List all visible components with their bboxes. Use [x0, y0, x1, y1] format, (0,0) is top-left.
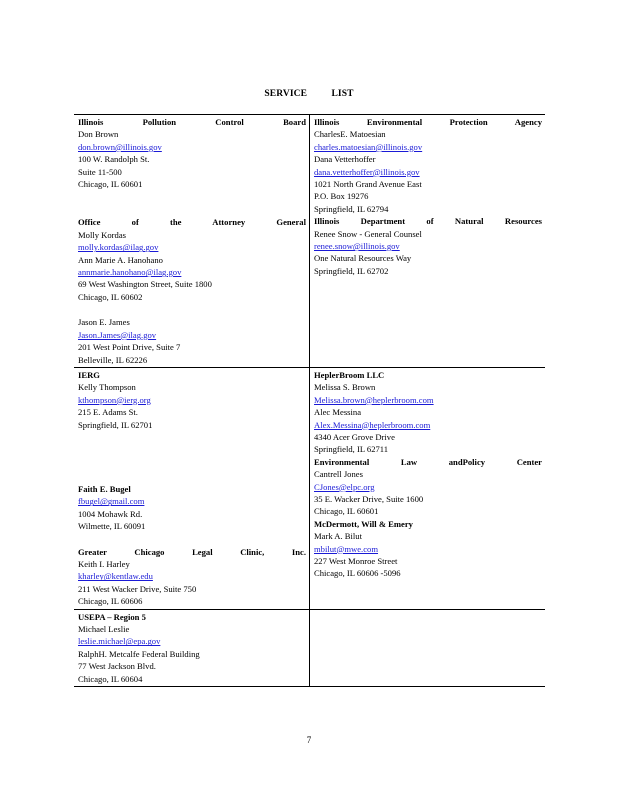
- email-link[interactable]: fbugel@gmail.com: [78, 496, 145, 507]
- contact-name: Renee Snow - General Counsel: [314, 228, 422, 239]
- email-link[interactable]: annmarie.hanohano@ilag.gov: [78, 267, 182, 278]
- table-row: [74, 115, 545, 368]
- address-line: Belleville, IL 62226: [78, 354, 148, 365]
- contact-entry: [78, 369, 306, 431]
- contact-name: Melissa S. Brown: [314, 382, 376, 393]
- contact-name: Dana Vetterhoffer: [314, 154, 376, 165]
- org-name: IERG: [78, 369, 100, 380]
- org-name: Faith E. Bugel: [78, 483, 131, 494]
- org-name: Illinois Department of Natural Resources: [314, 216, 542, 227]
- email-link[interactable]: Melissa.brown@heplerbroom.com: [314, 394, 434, 405]
- email-link[interactable]: kthompson@ierg.org: [78, 394, 151, 405]
- org-name: Environmental Law andPolicy Center: [314, 456, 542, 467]
- contact-entry: [78, 316, 306, 366]
- org-name: Illinois Pollution Control Board: [78, 117, 306, 127]
- contact-entry: [78, 546, 306, 608]
- contact-name: Alec Messina: [314, 407, 362, 418]
- table-cell: [310, 609, 546, 686]
- address-line: Chicago, IL 60606 -5096: [314, 568, 401, 579]
- org-name: McDermott, Will & Emery: [314, 518, 413, 529]
- address-line: Chicago, IL 60604: [78, 673, 143, 684]
- email-link[interactable]: CJones@elpc.org: [314, 481, 375, 492]
- email-link[interactable]: charles.matoesian@illinois.gov: [314, 141, 423, 152]
- org-name: HeplerBroom LLC: [314, 369, 385, 380]
- address-line: Chicago, IL 60601: [78, 179, 143, 190]
- address-line: 4340 Acer Grove Drive: [314, 431, 395, 442]
- table-cell: [310, 115, 546, 368]
- address-line: 35 E. Wacker Drive, Suite 1600: [314, 493, 424, 504]
- email-link[interactable]: kharley@kentlaw.edu: [78, 571, 153, 582]
- address-line: P.O. Box 19276: [314, 191, 369, 202]
- table-row: [74, 367, 545, 609]
- address-line: 69 West Washington Street, Suite 1800: [78, 279, 212, 290]
- contact-name: Molly Kordas: [78, 229, 126, 240]
- email-link[interactable]: Alex.Messina@heplerbroom.com: [314, 419, 431, 430]
- email-link[interactable]: dana.vetterhoffer@illinois.gov: [314, 166, 420, 177]
- service-list-table: [74, 114, 545, 687]
- table-cell: [74, 115, 310, 368]
- table-cell: [74, 367, 310, 609]
- contact-entry: [314, 369, 542, 456]
- page-number: 7: [306, 735, 312, 745]
- address-line: Chicago, IL 60606: [78, 596, 143, 607]
- email-link[interactable]: molly.kordas@ilag.gov: [78, 242, 159, 253]
- contact-entry: [78, 216, 306, 303]
- address-line: 1004 Mohawk Rd.: [78, 508, 143, 519]
- contact-name: Keith I. Harley: [78, 558, 130, 569]
- address-line: 227 West Monroe Street: [314, 556, 398, 566]
- contact-entry: [314, 116, 542, 215]
- org-name: Office of the Attorney General: [78, 217, 306, 228]
- table-row: [74, 609, 545, 686]
- contact-name: CharlesE. Matoesian: [314, 129, 386, 140]
- address-line: Chicago, IL 60601: [314, 506, 379, 517]
- table-cell: [310, 367, 546, 609]
- org-name: USEPA – Region 5: [78, 611, 146, 622]
- address-line: Wilmette, IL 60091: [78, 521, 146, 532]
- address-line: 77 West Jackson Blvd.: [78, 661, 156, 672]
- contact-entry: [314, 456, 542, 518]
- contact-entry: [314, 215, 542, 277]
- contact-entry: [78, 116, 306, 190]
- contact-entry: [314, 518, 542, 580]
- org-name: Greater Chicago Legal Clinic, Inc.: [78, 546, 306, 557]
- contact-name: Michael Leslie: [78, 624, 130, 634]
- contact-name: Jason E. James: [78, 317, 130, 328]
- email-link[interactable]: mbilut@mwe.com: [314, 543, 379, 554]
- address-line: Springfield, IL 62794: [314, 203, 389, 214]
- address-line: One Natural Resources Way: [314, 253, 412, 264]
- address-line: Springfield, IL 62701: [78, 419, 153, 430]
- table-cell: [74, 609, 310, 686]
- email-link[interactable]: don.brown@illinois.gov: [78, 141, 162, 152]
- contact-name: Kelly Thompson: [78, 382, 136, 393]
- address-line: Springfield, IL 62702: [314, 265, 389, 276]
- address-line: Chicago, IL 60602: [78, 291, 143, 302]
- address-line: 1021 North Grand Avenue East: [314, 179, 422, 190]
- address-line: Suite 11-500: [78, 166, 122, 177]
- address-line: RalphH. Metcalfe Federal Building: [78, 648, 200, 659]
- contact-name: Cantrell Jones: [314, 469, 363, 480]
- contact-name: Don Brown: [78, 129, 119, 140]
- contact-entry: [78, 611, 306, 685]
- email-link[interactable]: Jason.James@ilag.gov: [78, 329, 157, 340]
- address-line: Springfield, IL 62711: [314, 444, 389, 455]
- address-line: 215 E. Adams St.: [78, 407, 138, 418]
- email-link[interactable]: leslie.michael@epa.gov: [78, 636, 161, 647]
- address-line: 211 West Wacker Drive, Suite 750: [78, 583, 197, 594]
- org-name: Illinois Environmental Protection Agency: [314, 117, 542, 127]
- contact-entry: [78, 483, 306, 533]
- address-line: 201 West Point Drive, Suite 7: [78, 342, 181, 353]
- contact-name: Ann Marie A. Hanohano: [78, 254, 163, 265]
- address-line: 100 W. Randolph St.: [78, 154, 150, 165]
- page-title: SERVICE LIST: [264, 89, 354, 99]
- contact-name: Mark A. Bilut: [314, 531, 362, 542]
- email-link[interactable]: renee.snow@illinois.gov: [314, 241, 400, 252]
